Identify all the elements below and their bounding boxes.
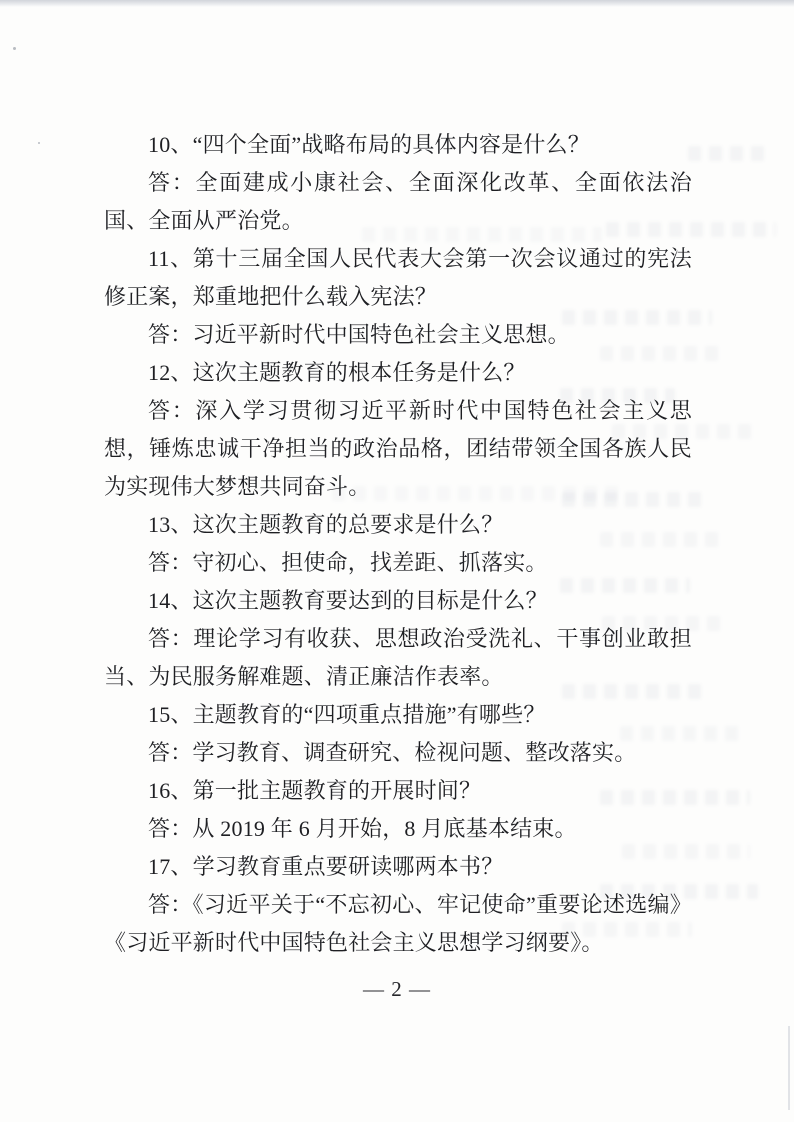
document-body-text bbox=[104, 126, 692, 962]
answer-16: 答：从 2019 年 6 月开始，8 月底基本结束。 bbox=[148, 816, 577, 841]
question-16: 16、第一批主题教育的开展时间？ bbox=[148, 778, 482, 803]
question-13: 13、这次主题教育的总要求是什么？ bbox=[148, 512, 504, 537]
question-12: 12、这次主题教育的根本任务是什么？ bbox=[148, 360, 526, 385]
question-17: 17、学习教育重点要研读哪两本书？ bbox=[148, 854, 504, 879]
question-10: 10、“四个全面”战略布局的具体内容是什么？ bbox=[148, 132, 590, 157]
page-number: — 2 — bbox=[363, 977, 431, 1001]
answer-10: 答：全面建成小康社会、全面深化改革、全面依法治国、全面从严治党。 bbox=[104, 170, 692, 233]
answer-11: 答：习近平新时代中国特色社会主义思想。 bbox=[148, 322, 570, 347]
answer-17: 答：《习近平关于“不忘初心、牢记使命”重要论述选编》《习近平新时代中国特色社会主义思想学习纲要》。 bbox=[104, 892, 692, 955]
answer-13: 答：守初心、担使命，找差距、抓落实。 bbox=[148, 550, 548, 575]
answer-12: 答：深入学习贯彻习近平新时代中国特色社会主义思想，锤炼忠诚干净担当的政治品格，团结带领全国各族人民为实现伟大梦想共同奋斗。 bbox=[104, 398, 692, 499]
scan-speck bbox=[13, 47, 16, 50]
answer-15: 答：学习教育、调查研究、检视问题、整改落实。 bbox=[148, 740, 637, 765]
scanner-edge-band bbox=[0, 0, 794, 7]
question-15: 15、主题教育的“四项重点措施”有哪些？ bbox=[148, 702, 546, 727]
scan-speck bbox=[38, 142, 40, 144]
question-14: 14、这次主题教育要达到的目标是什么？ bbox=[148, 588, 548, 613]
answer-14: 答：理论学习有收获、思想政治受洗礼、干事创业敢担当、为民服务解难题、清正廉洁作表率。 bbox=[104, 626, 692, 689]
bleedthrough-smudge bbox=[688, 146, 772, 161]
scanner-edge-line bbox=[788, 1026, 790, 1110]
question-11: 11、第十三届全国人民代表大会第一次会议通过的宪法修正案，郑重地把什么载入宪法？ bbox=[104, 246, 692, 309]
